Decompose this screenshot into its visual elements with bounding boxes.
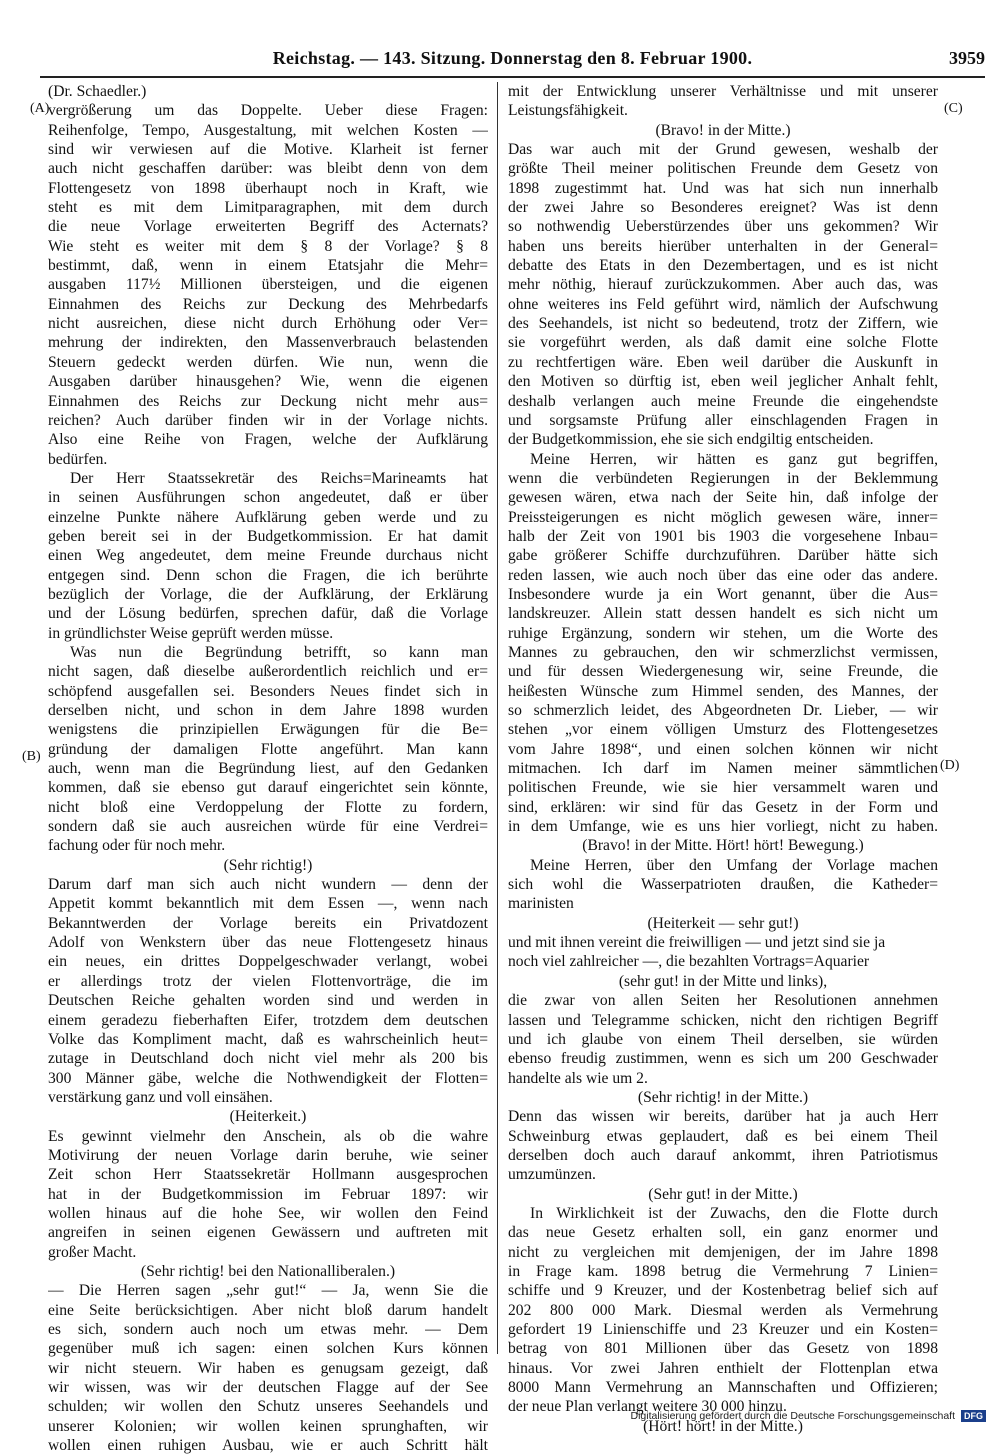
text-line: Meine Herren, wir hätten es ganz gut begriffen, [530,450,938,468]
text-line: so schmerzlich leidet, des Abgeordneten Dr. Lieber, — wir [508,702,938,719]
text-line: Volke das Kompliment macht, daß es wahrscheinlich heut= [48,1030,488,1048]
margin-mark-a: (A) [30,101,50,116]
text-line: großer Macht. [48,1243,137,1261]
text-line: hinaus. Vor zwei Jahren enthielt der Flottenplan etwa [508,1359,938,1377]
text-line: und mit ihnen vereint die freiwilligen — und jetzt sind sie ja [508,934,886,952]
text-line: derselben nicht, und schon in dem Jahre 1898 wurden [48,702,488,719]
text-line: bestimmt, daß, wenn in einem Etatsjahr die Mehr= [48,257,488,275]
text-line: schöpfend ausgefallen sei. Besonders Neues findet sich in [48,682,488,700]
text-line: die neue Vorlage erweiterten Begriff des Acternats? [48,218,488,236]
margin-mark-c: (C) [944,101,963,116]
text-line: bedürfen. [48,450,108,468]
text-line: der Budgetkommission, ehe sie sich endgiltig entscheiden. [508,431,874,449]
text-line: die zwar von allen Seiten her Resolutionen annehmen [508,992,938,1010]
text-line: Insbesondere wurde ja ein Wort genannt, über die Aus= [508,585,938,603]
text-line: (Bravo! in der Mitte. Hört! hört! Bewegung.) [582,837,864,855]
text-line: Deutschen Reiche gehalten worden sind und werden in [48,992,488,1010]
page-number: 3959 [949,48,985,68]
text-line: Das war auch mit der Grund gewesen, weshalb der [508,141,938,159]
text-line: landskreuzer. Allein statt dessen handelt es sich nicht um [508,605,938,623]
text-line: wir wissen, was wir der deutschen Flagge auf der See [48,1379,488,1397]
text-line: Schweinburg etwas geplaudert, daß es bei einem Theil [508,1127,938,1145]
text-line: (Sehr richtig! in der Mitte.) [637,1088,809,1106]
margin-mark-d: (D) [940,758,960,773]
text-line: mehr nöthig, hierauf zurückzukommen. Aber auch das, was [508,276,938,294]
footer-text: Digitalisierung gefördert durch die Deutsche Forschungsgemeinschaft [630,1410,955,1422]
text-line: mehrung der indirekten, den Massenverbrauch belastenden [48,334,488,352]
text-line: hat in der Budgetkommission im Februar 1897: wir [48,1185,488,1203]
text-line: in Frage kam. 1898 betrug die Vermehrung 7 Linien= [508,1262,938,1280]
text-line: Appetit kommt bekanntlich mit dem Essen —, wenn nach [48,895,488,913]
right-column [508,82,938,1436]
text-line: 8000 Mann Vermehrung an Mannschaften und Offizieren; [508,1379,938,1397]
text-line: — Die Herren sagen „sehr gut!“ — Ja, wenn Sie die [48,1282,488,1300]
text-line: Leistungsfähigkeit. [508,102,628,120]
text-line: marinisten [508,895,574,913]
text-line: ebenso freudig zustimmen, wenn es sich um 200 Geschwader [508,1050,938,1068]
text-line: gründung der damaligen Flotte angeführt. Man kann [48,740,488,758]
text-line: nicht bloß eine Verdoppelung der Flotte zu fordern, [48,798,488,816]
text-line: reichen? Auch darüber finden wir in der Vorlage nichts. [48,411,488,429]
margin-mark-b: (B) [22,749,41,764]
header-title: Reichstag. — 143. Sitzung. Donnerstag den 8. Februar 1900. [272,48,753,68]
text-line: und sorgsamste Prüfung aller einschlagenden Fragen in [508,411,938,429]
text-line: Einnahmen des Reichs zur Deckung des Mehrbedarfs [48,295,488,313]
text-line: 202 800 000 Mark. Diesmal werden als Vermehrung [508,1301,938,1319]
text-line: nicht ausreichen, diese nicht durch Erhöhung oder Ver= [48,315,488,333]
text-line: eine Seite berücksichtigen. Aber nicht bloß darum handelt [48,1301,488,1319]
text-line: (Sehr gut! in der Mitte.) [648,1185,798,1203]
text-line: Zeit schon Herr Staatssekretär Hollmann ausgesprochen [48,1166,488,1184]
text-line: gabe größerer Schiffe durchzuführen. Darüber hätte sich [508,547,938,565]
text-line: des Seehandels, ist nicht so bedeutend, trotz der Ziffern, wie [508,315,938,333]
text-line: (Sehr richtig!) [223,856,313,874]
text-line: Flottengesetz von 1898 überhaupt noch in Kraft, wie [48,179,488,197]
text-line: Es gewinnt vielmehr den Anschein, als ob die wahre [48,1127,488,1145]
text-line: und der Lösung bedürfen, sprechen dafür, daß die Vorlage [48,605,488,623]
text-line: debatte des Etats in den Dezembertagen, und es ist nicht [508,257,938,275]
text-line: Also eine Reihe von Fragen, welche der Aufklärung [48,431,488,449]
text-line: derselben doch auch darauf ankommt, ihren Patriotismus [508,1146,938,1164]
text-line: (Hört! hört! in der Mitte.) [643,1417,803,1435]
text-line: sondern daß sie auch ausreichen würde für eine Verdrei= [48,818,488,836]
text-line: der neue Plan verlangt weitere 30 000 hinzu. [508,1398,787,1416]
text-line: Adolf von Wenkstern über das neue Flottengesetz hinaus [48,934,488,952]
text-line: der zwei Jahre so Besonderes ereignet? Was ist denn [508,199,938,217]
text-line: betrag von 801 Millionen über das Gesetz von 1898 [508,1340,938,1358]
text-line: unserer Kolonien; wir wollen keinen sprunghaften, wir [48,1417,488,1435]
text-line: auch, wenn man die Begründung liest, auf den Gedanken [48,760,488,778]
text-line: nicht zu vergleichen mit demjenigen, der im Jahre 1898 [508,1243,938,1261]
text-line: (Heiterkeit.) [229,1108,307,1126]
text-line: reden lassen, wie auch noch über das eine oder das andere. [508,566,938,584]
text-line: nicht sagen, daß dieselbe außerordentlich reichlich und er= [48,663,488,681]
text-line: umzumünzen. [508,1166,596,1184]
text-line: fachung oder für noch mehr. [48,837,226,855]
page-header [40,48,985,78]
text-line: er allerdings trotz der vielen Flottenvorträge, die im [48,972,488,990]
text-line: gefordert 19 Linienschiffe und 23 Kreuzer und ein Kosten= [508,1321,938,1338]
text-line: vergrößerung um das Doppelte. Ueber diese Fragen: [48,102,488,120]
text-line: Der Herr Staatssekretär des Reichs=Marineamts hat [70,469,488,487]
text-line: verstärkung ganz und voll einsähen. [48,1088,273,1106]
text-line: In Wirklichkeit ist der Zuwachs, den die Flotte durch [530,1204,938,1222]
text-line: steht es mit dem Limitparagraphen, mit dem durch [48,199,488,217]
text-line: halb der Zeit von 1901 bis 1903 die vorgesehene Inbau= [508,527,938,545]
text-line: stehen „vor einem völligen Umsturz des Flottengesetzes [508,721,938,739]
text-line: mitmachen. Ich darf im Namen meiner sämmtlichen [508,760,938,778]
text-line: (Heiterkeit — sehr gut!) [647,914,799,932]
text-line: sich wohl die Wasserpatrioten draußen, die Katheder= [508,876,938,894]
text-line: und für dessen Wiedergenesung wir, seine Freunde, die [508,663,938,681]
left-column [48,82,488,1455]
text-line: lassen und Telegramme schicken, nicht den richtigen Begriff [508,1011,938,1029]
text-line: das neue Gesetz erhalten soll, ein ganz enormer und [508,1224,938,1242]
text-line: geben bereit sei in der Budgetkommission. Er hat damit [48,527,488,545]
text-line: in gründlichster Weise geprüft werden müsse. [48,624,334,642]
text-line: handelte als wie um 2. [508,1069,648,1087]
text-line: Ausgaben darüber hinausgehen? Wie, wenn die eigenen [48,373,488,391]
text-line: deshalb verlangen auch meine Freunde die eingehendste [508,392,938,410]
text-line: zu rechtfertigen wäre. Eben weil darüber die Auskunft in [508,353,938,371]
text-line: ausgaben 117½ Millionen übersteigen, und die eigenen [48,276,488,294]
text-line: schiffe und 9 Kreuzer, und der Kostenbetrag belief sich auf [508,1282,938,1300]
text-line: (Bravo! in der Mitte.) [655,121,791,139]
text-line: Bekanntwerden der Vorlage bereits ein Privatdozent [48,914,488,932]
text-line: wollen einen ruhigen Ausbau, wie er auch Schritt hält [48,1437,488,1455]
text-line: den Motiven so dürftig ist, eben weil jeglicher Anhalt fehlt, [508,373,938,391]
column-divider [497,82,498,1354]
text-line: größte Theil meiner politischen Freunde dem Gesetz von [508,160,938,178]
text-line: heißesten Wünsche zum Himmel senden, des Mannes, der [508,682,938,700]
text-line: und ich glaube von einem Theil derselben, sie würden [508,1030,938,1048]
text-line: bezüglich der Vorlage, die der Aufklärung, der Erklärung [48,585,488,603]
text-line: kommen, daß sie ebenso gut darauf eingerichtet sein könnte, [48,779,488,797]
text-line: ruhige Ergänzung, sondern wir stehen, um die Worte des [508,624,938,642]
text-line: noch viel zahlreicher —, die bezahlten Vortrags=Aquarier [508,953,870,971]
text-line: Reihenfolge, Tempo, Ausgestaltung, mit welchen Kosten — [48,121,488,139]
text-line: schulden; wir wollen den Schutz unseres Seehandels und [48,1398,488,1416]
text-line: sind wir verwiesen auf die Motive. Klarheit ist ferner [48,141,488,159]
text-line: sind, erklären: wir sind für das Gesetz in der Form und [508,798,938,816]
text-line: in seinen Ausführungen schon angedeutet, daß er über [48,489,488,507]
text-line: zutage in Deutschland doch nicht viel mehr als 200 bis [48,1050,488,1068]
text-line: wenigstens die prinzipiellen Erwägungen für die Be= [48,721,488,739]
text-line: gewesen wären, etwa nach der Seite hin, daß infolge der [508,489,938,507]
text-line: entgegen sind. Denn schon die Fragen, die ich berührte [48,566,488,584]
text-line: Denn das wissen wir bereits, darüber hat ja auch Herr [508,1108,938,1126]
text-line: politischen Freunde, wie sie hier versammelt waren und [508,779,938,797]
text-line: auch nicht geschaffen darüber: was bleibt denn von dem [48,160,488,178]
text-line: Meine Herren, über den Umfang der Vorlage machen [530,856,938,874]
text-line: Wie steht es weiter mit dem § 8 der Vorlage? § 8 [48,237,488,255]
text-line: angreifen in seinen eigenen Gewässern und auftreten mit [48,1224,488,1242]
text-line: (sehr gut! in der Mitte und links), [618,972,828,990]
footer [630,1410,986,1422]
text-line: einen Weg angedeutet, dem meine Freunde durchaus nicht [48,547,488,565]
text-line: wenn die verbündeten Regierungen in der Beklemmung [508,469,938,487]
text-line: sie vorgeführt werden, als daß damit eine solche Flotte [508,334,938,352]
dfg-logo: DFG [961,1410,986,1422]
text-line: gegenüber muß ich sagen: einen solchen Kurs können [48,1340,488,1358]
text-line: Darum darf man sich auch nicht wundern — denn der [48,876,488,894]
text-line: Einnahmen des Reichs zur Deckung nicht mehr aus= [48,392,488,410]
text-line: ohne weiteres ins Feld geführt wird, nämlich der Aufschwung [508,295,938,313]
text-line: wir nicht steuern. Wir haben es genugsam gezeigt, daß [48,1359,488,1377]
text-line: einzelne Punkte nähere Aufklärung geben werde und zu [48,508,488,526]
text-line: vom Jahre 1898“, und einen solchen können wir nicht [508,740,938,758]
text-line: in dem Umfange, wie es uns hier vorliegt, nicht zu haben. [508,818,938,836]
text-line: Was nun die Begründung betrifft, so kann man [70,643,488,661]
text-line: haben uns bereits hierüber unterhalten in der General= [508,237,938,255]
text-line: so nothwendig Ueberstürzendes über uns gekommen? Wir [508,218,938,236]
text-line: einem geradezu fieberhaften Eifer, trotzdem dem deutschen [48,1011,488,1029]
text-line: Mannes zu gebrauchen, den wir schmerzlichst vermissen, [508,643,938,661]
text-line: Steuern gedeckt werden dürfen. Wie nun, wenn die [48,353,488,371]
text-line: Motivirung der neuen Vorlage darin beruhe, wie seiner [48,1146,488,1164]
text-line: (Dr. Schaedler.) [48,83,147,100]
text-line: mit der Entwicklung unserer Verhältnisse und mit unserer [508,83,938,100]
text-line: Preissteigerungen es nicht möglich gewesen wäre, inner= [508,508,938,526]
text-line: es sich, sondern auch noch um etwas mehr. — Dem [48,1321,488,1338]
text-line: 1898 zugestimmt hat. Und was hat sich nun innerhalb [508,179,938,197]
text-line: (Sehr richtig! bei den Nationalliberalen.) [140,1262,396,1280]
text-line: 300 Männer gäbe, welche die Nothwendigkeit der Flotten= [48,1069,488,1087]
text-line: wollen hinaus auf die hohe See, wir wollen den Feind [48,1204,488,1222]
text-line: ein neues, ein drittes Doppelgeschwader verlangt, wobei [48,953,488,971]
